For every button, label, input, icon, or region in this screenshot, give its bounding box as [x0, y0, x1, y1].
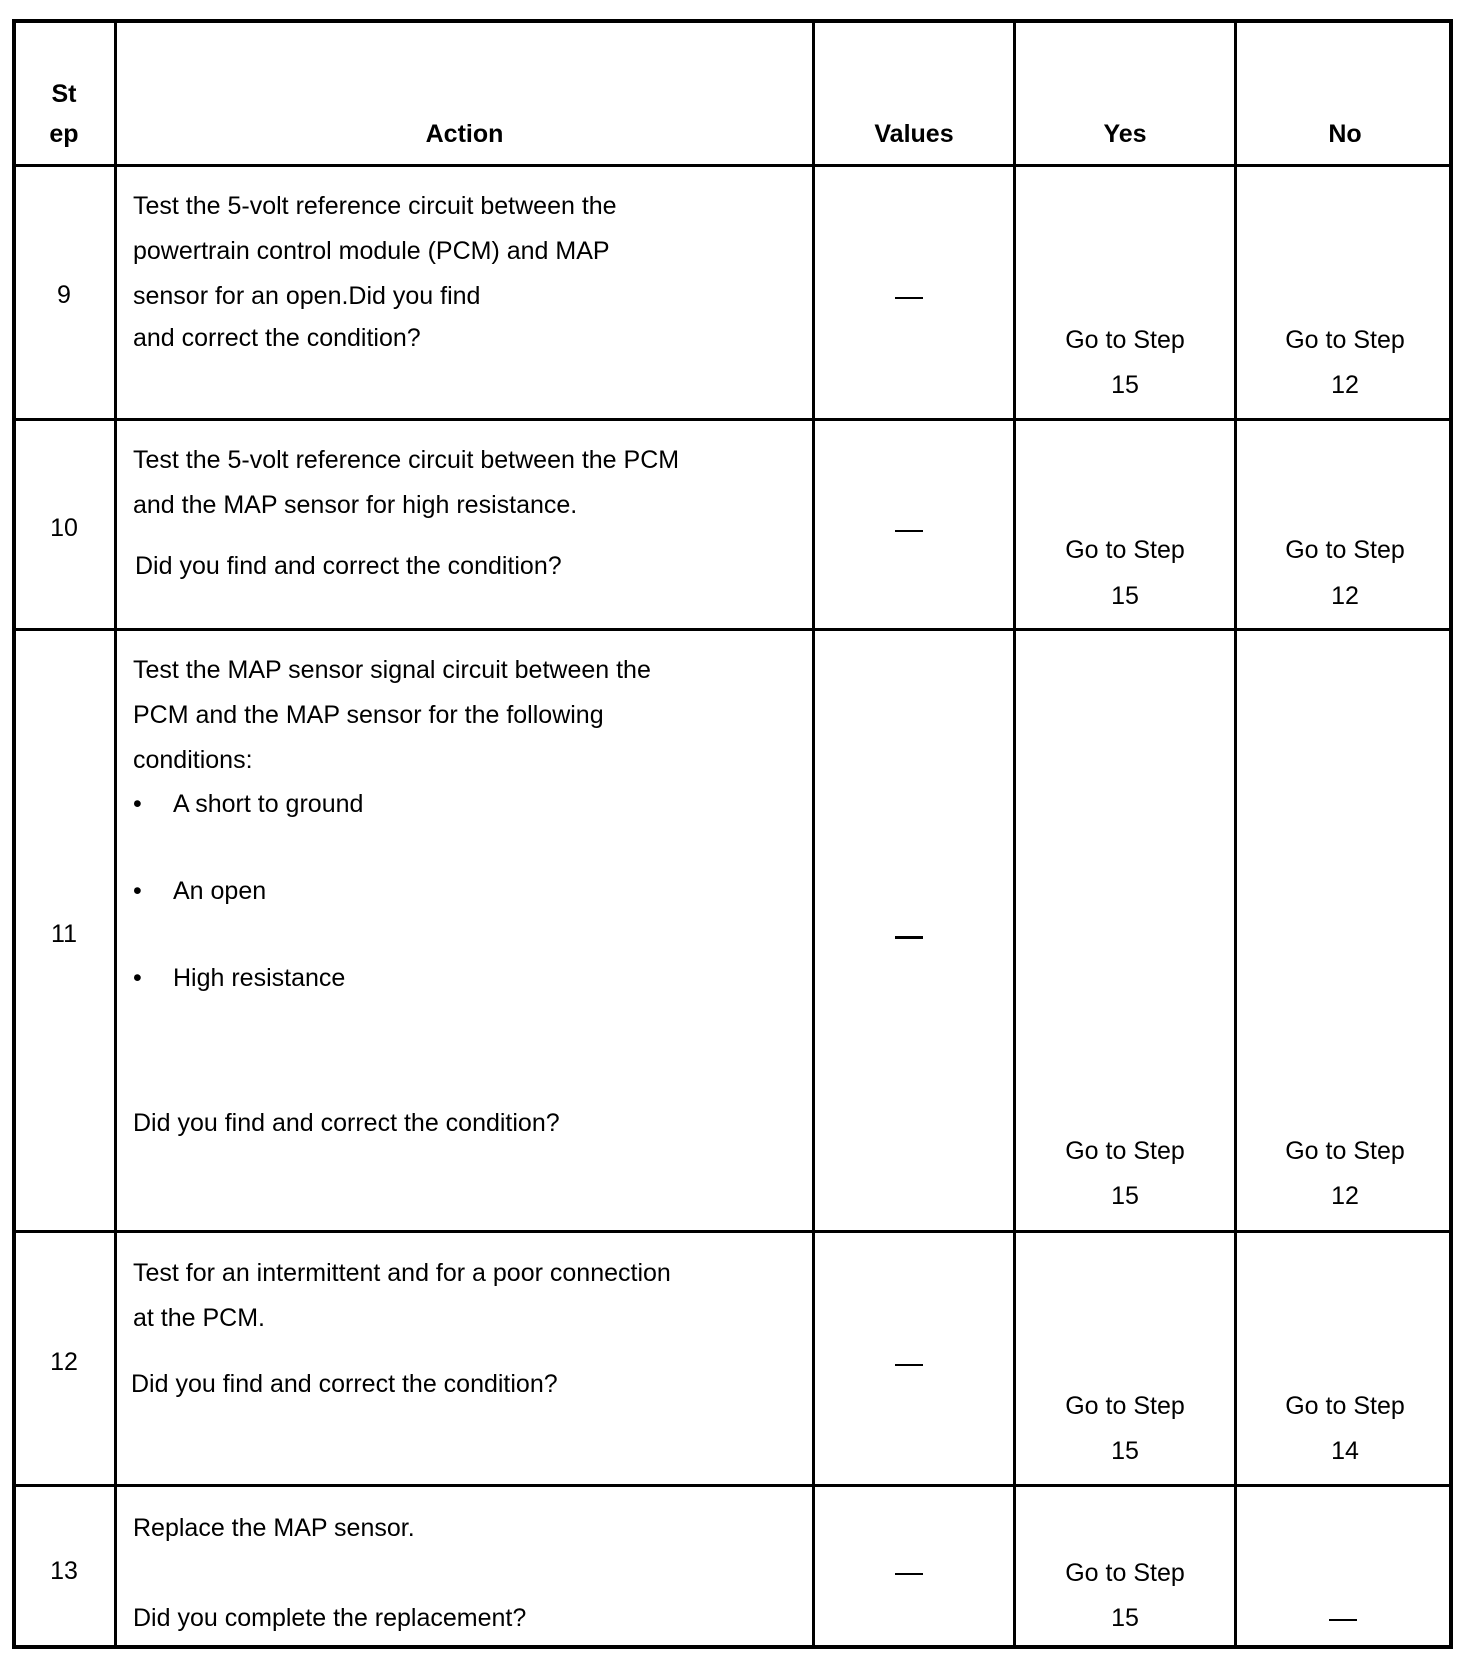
action-text: Test the 5-volt reference circuit between the PCM: [133, 446, 680, 474]
bullet-icon: •: [133, 790, 142, 818]
values-dash: [895, 530, 923, 532]
bullet-icon: •: [133, 964, 142, 992]
no-goto-step: 12: [1331, 1182, 1359, 1210]
no-goto-step: 12: [1331, 371, 1359, 399]
no-goto-label: Go to Step: [1285, 1392, 1405, 1420]
column-divider: [812, 19, 815, 1649]
action-text: sensor for an open.Did you find: [133, 282, 481, 310]
action-text: powertrain control module (PCM) and MAP: [133, 237, 610, 265]
yes-goto-label: Go to Step: [1065, 1559, 1185, 1587]
yes-goto-step: 15: [1111, 1182, 1139, 1210]
yes-goto-step: 15: [1111, 1437, 1139, 1465]
action-text: Test the 5-volt reference circuit between the: [133, 192, 617, 220]
bullet-icon: •: [133, 877, 142, 905]
no-dash: [1329, 1619, 1357, 1621]
list-item-text: High resistance: [173, 964, 346, 992]
list-item: [133, 869, 633, 913]
header-step-line1: St: [51, 80, 77, 108]
step-number: 12: [50, 1348, 78, 1376]
values-dash: [895, 1364, 923, 1366]
list-item: [133, 956, 633, 1000]
row-divider: [12, 1230, 1453, 1233]
action-text: Did you find and correct the condition?: [131, 1370, 558, 1398]
step-number: 11: [51, 920, 77, 948]
yes-goto-label: Go to Step: [1065, 536, 1185, 564]
action-text: and correct the condition?: [133, 324, 421, 352]
list-item-text: A short to ground: [173, 790, 364, 818]
action-text: at the PCM.: [133, 1304, 265, 1332]
action-text: Test the MAP sensor signal circuit between the: [133, 656, 651, 684]
header-yes: Yes: [1103, 120, 1147, 148]
no-goto-label: Go to Step: [1285, 1137, 1405, 1165]
header-action: Action: [425, 120, 504, 148]
yes-goto-label: Go to Step: [1065, 326, 1185, 354]
yes-goto-step: 15: [1111, 582, 1139, 610]
yes-goto-step: 15: [1111, 1604, 1139, 1632]
step-number: 9: [57, 281, 71, 309]
action-text: Test for an intermittent and for a poor connection: [133, 1259, 671, 1287]
action-question: Did you find and correct the condition?: [133, 1109, 560, 1137]
step-number: 13: [50, 1557, 78, 1585]
row-divider: [12, 164, 1453, 167]
list-item: [133, 782, 633, 826]
row-divider: [12, 418, 1453, 421]
action-text: Replace the MAP sensor.: [133, 1514, 415, 1542]
no-goto-label: Go to Step: [1285, 536, 1405, 564]
header-values: Values: [874, 120, 954, 148]
row-divider: [12, 1484, 1453, 1487]
action-text: and the MAP sensor for high resistance.: [133, 491, 578, 519]
action-text: PCM and the MAP sensor for the following: [133, 701, 604, 729]
no-goto-step: 12: [1331, 582, 1359, 610]
header-step-line2: ep: [49, 120, 79, 148]
values-dash: [895, 936, 923, 939]
no-goto-label: Go to Step: [1285, 326, 1405, 354]
list-item-text: An open: [173, 877, 267, 905]
yes-goto-label: Go to Step: [1065, 1392, 1185, 1420]
yes-goto-label: Go to Step: [1065, 1137, 1185, 1165]
row-divider: [12, 628, 1453, 631]
step-number: 10: [50, 514, 78, 542]
action-text: conditions:: [133, 746, 253, 774]
action-text: Did you find and correct the condition?: [135, 552, 562, 580]
no-goto-step: 14: [1331, 1437, 1359, 1465]
values-dash: [895, 297, 923, 299]
header-no: No: [1328, 120, 1362, 148]
action-text: Did you complete the replacement?: [133, 1604, 527, 1632]
values-dash: [895, 1573, 923, 1575]
column-divider: [114, 19, 117, 1649]
yes-goto-step: 15: [1111, 371, 1139, 399]
